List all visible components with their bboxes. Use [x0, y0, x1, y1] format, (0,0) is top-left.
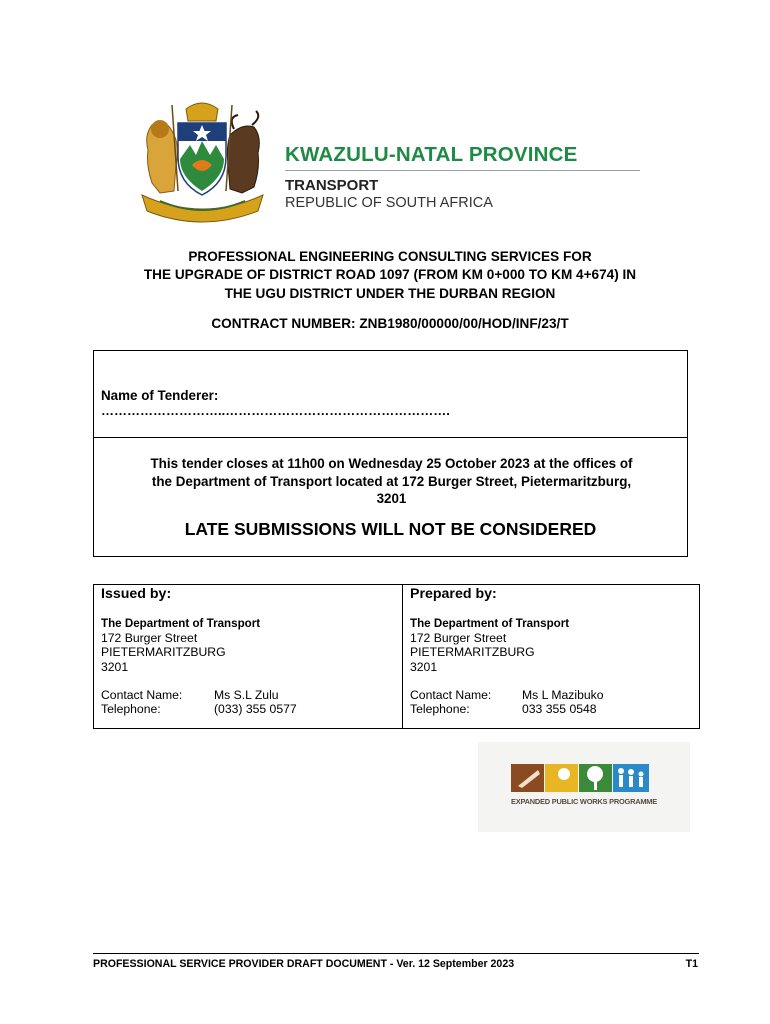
issuer-table-divider [402, 585, 403, 728]
province-name: KWAZULU-NATAL PROVINCE [285, 143, 578, 166]
footer-document-version: PROFESSIONAL SERVICE PROVIDER DRAFT DOCUMENT - Ver. 12 September 2023 [93, 958, 515, 970]
prepared-by-heading: Prepared by: [410, 586, 497, 602]
contact-name-value: Ms L Mazibuko [522, 687, 604, 702]
closing-line-1: This tender closes at 11h00 on Wednesday 25 October 2023 at the offices of [150, 456, 633, 471]
document-title [60, 248, 720, 303]
prepared-street: 172 Burger Street [410, 631, 507, 646]
telephone-label: Telephone: [101, 702, 161, 717]
tender-box-divider [94, 437, 687, 438]
prepared-by-column [410, 585, 700, 717]
prepared-contact [410, 688, 700, 717]
issued-org: The Department of Transport [101, 617, 261, 630]
issued-by-heading: Issued by: [101, 586, 172, 602]
letterhead [130, 95, 650, 225]
late-submission-warning: LATE SUBMISSIONS WILL NOT BE CONSIDERED [184, 519, 597, 539]
coat-of-arms-icon [130, 95, 275, 225]
closing-notice [104, 455, 679, 508]
contact-name-label: Contact Name: [101, 687, 183, 702]
prepared-city: PIETERMARITZBURG [410, 645, 535, 660]
title-line-1: PROFESSIONAL ENGINEERING CONSULTING SERVICES FOR [188, 249, 592, 264]
issued-code: 3201 [101, 659, 129, 674]
title-line-2: THE UPGRADE OF DISTRICT ROAD 1097 (FROM KM 0+000 TO KM 4+674) IN [143, 267, 637, 283]
brand-divider [285, 170, 640, 171]
epwp-icons [478, 742, 690, 797]
country-name: REPUBLIC OF SOUTH AFRICA [285, 195, 493, 211]
issued-contact [101, 688, 391, 717]
contact-name-label: Contact Name: [410, 687, 492, 702]
prepared-org: The Department of Transport [410, 617, 570, 630]
footer-divider [93, 953, 699, 954]
closing-line-2: the Department of Transport located at 172 Burger Street, Pietermaritzburg, [151, 473, 632, 489]
tenderer-label: Name of Tenderer: [101, 388, 219, 403]
footer-page-number: T1 [685, 958, 698, 970]
telephone-label: Telephone: [410, 702, 470, 717]
title-line-3: THE UGU DISTRICT UNDER THE DURBAN REGION [224, 285, 556, 301]
epwp-logo [478, 742, 690, 832]
issued-contact-row [101, 688, 391, 703]
department-name: TRANSPORT [285, 177, 379, 194]
issued-by-column [101, 585, 391, 717]
closing-line-3: 3201 [376, 491, 407, 506]
prepared-phone-row [410, 702, 700, 717]
prepared-code: 3201 [410, 659, 438, 674]
issuer-table [93, 584, 700, 729]
telephone-value: 033 355 0548 [522, 702, 597, 717]
issued-city: PIETERMARITZBURG [101, 645, 226, 660]
prepared-contact-row [410, 688, 700, 703]
tender-box [93, 350, 688, 557]
trowel-icon [511, 764, 544, 792]
brand-block [285, 143, 645, 212]
epwp-name: EXPANDED PUBLIC WORKS PROGRAMME [511, 797, 657, 806]
issued-phone-row [101, 702, 391, 717]
contact-name-value: Ms S.L Zulu [214, 687, 279, 702]
contract-number: CONTRACT NUMBER: ZNB1980/00000/00/HOD/INF/23/T [211, 316, 569, 331]
tenderer-name-field[interactable]: ………………………..……………………………………………. [101, 403, 450, 418]
issued-street: 172 Burger Street [101, 631, 198, 646]
telephone-value: (033) 355 0577 [214, 702, 297, 717]
